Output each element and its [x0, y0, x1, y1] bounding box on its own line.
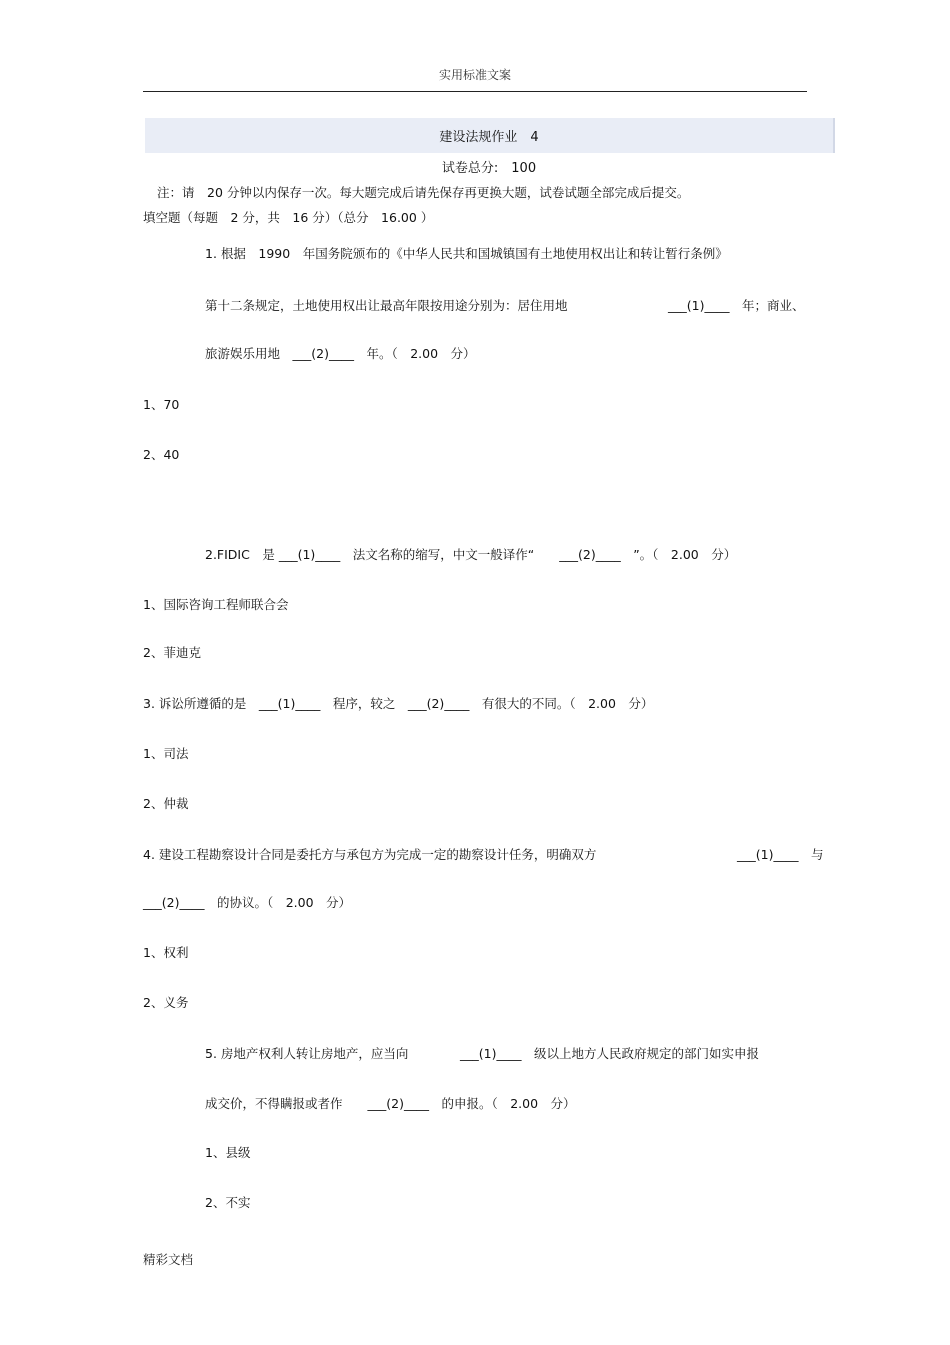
- q1-line2-text: 第十二条规定，土地使用权出让最高年限按用途分别为：居住用地: [205, 298, 568, 313]
- q1-line1: 1. 根据 1990 年国务院颁布的《中华人民共和国城镇国有土地使用权出让和转让暂行条例》: [205, 246, 728, 261]
- document-title: 建设法规作业 4: [439, 130, 539, 145]
- q5-line1-text: 5. 房地产权利人转让房地产，应当向: [205, 1046, 409, 1061]
- q1-line3: 旅游娱乐用地 ___(2)____ 年。（ 2.00 分）: [205, 346, 476, 361]
- q2-answer-2: 2、菲迪克: [143, 645, 201, 660]
- q3-line1: 3. 诉讼所遵循的是 ___(1)____ 程序，较之 ___(2)____ 有很大的不同。（ 2.00 分）: [143, 696, 654, 711]
- total-score: 试卷总分: 100: [441, 161, 537, 176]
- instruction-note: 注：请 20 分钟以内保存一次。每大题完成后请先保存再更换大题，试卷试题全部完成后提交。: [157, 185, 690, 200]
- q4-blank-1: ___(1)____ 与: [737, 847, 824, 862]
- page-footer: 精彩文档: [143, 1252, 194, 1267]
- q5-line2: 成交价，不得瞒报或者作 ___(2)____ 的申报。（ 2.00 分）: [205, 1096, 576, 1111]
- q1-answer-2: 2、40: [143, 447, 180, 462]
- q3-answer-2: 2、仲裁: [143, 796, 189, 811]
- q4-line2: ___(2)____ 的协议。（ 2.00 分）: [143, 895, 352, 910]
- q3-answer-1: 1、司法: [143, 746, 189, 761]
- q4-answer-2: 2、义务: [143, 995, 189, 1010]
- q5-blank-1: ___(1)____ 级以上地方人民政府规定的部门如实申报: [460, 1046, 759, 1061]
- q2-line1: 2.FIDIC 是 ___(1)____ 法文名称的缩写，中文一般译作“ ___(2)____ ”。（ 2.00 分）: [205, 547, 737, 562]
- page-header: 实用标准文案: [438, 68, 511, 82]
- q4-line1-text: 4. 建设工程勘察设计合同是委托方与承包方为完成一定的勘察设计任务，明确双方: [143, 847, 597, 862]
- q5-answer-2: 2、不实: [205, 1195, 251, 1210]
- q1-blank-1: ___(1)____ 年；商业、: [668, 298, 805, 313]
- header-divider: [143, 91, 807, 92]
- q2-answer-1: 1、国际咨询工程师联合会: [143, 597, 289, 612]
- section-heading: 填空题（每题 2 分，共 16 分）（总分 16.00 ）: [143, 210, 434, 225]
- q5-answer-1: 1、县级: [205, 1145, 251, 1160]
- q4-answer-1: 1、权利: [143, 945, 189, 960]
- q1-answer-1: 1、70: [143, 397, 180, 412]
